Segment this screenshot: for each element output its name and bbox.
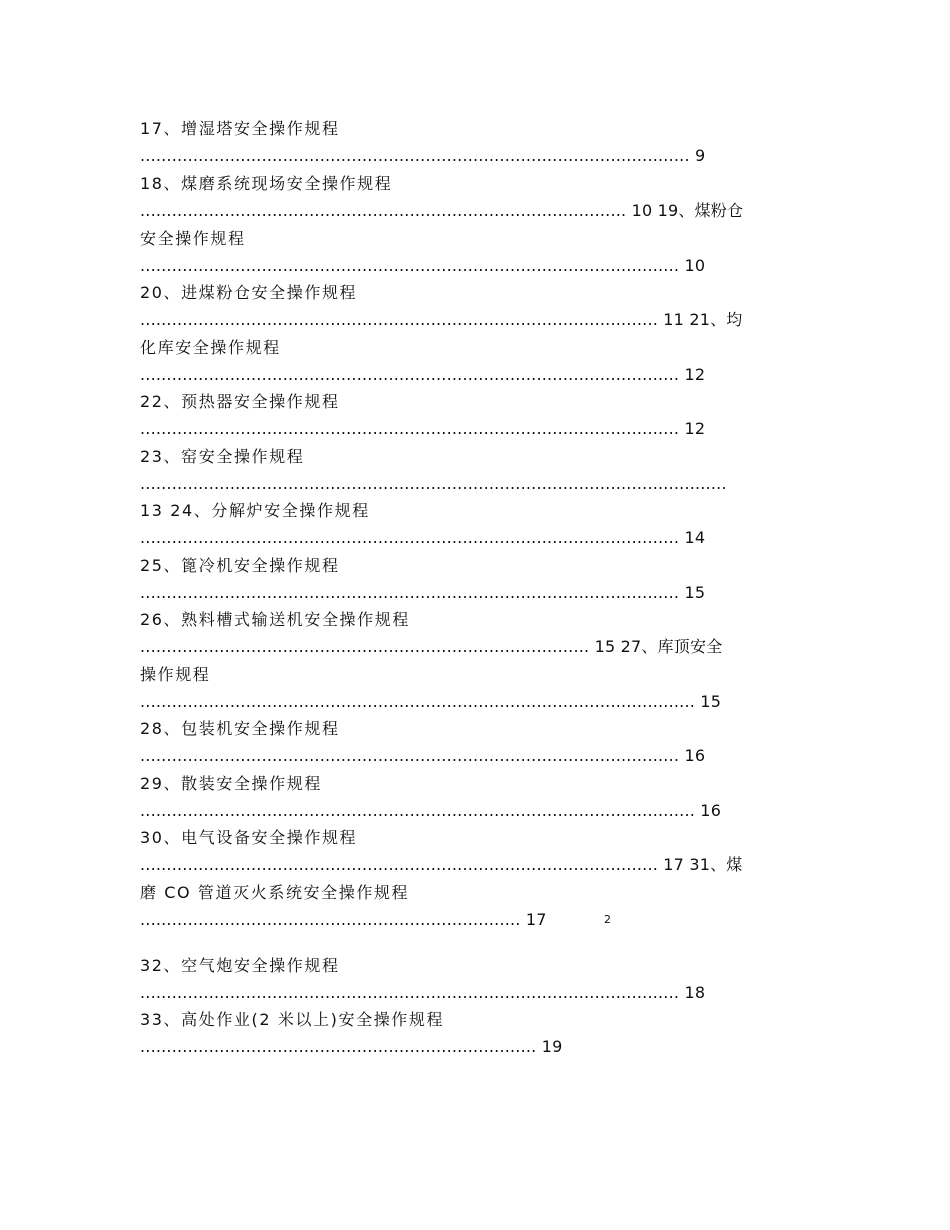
- toc-leader-23: ...............................................................................................................: [140, 474, 727, 493]
- toc-title-32: 32、空气炮安全操作规程: [140, 956, 340, 975]
- toc-title-33: 33、高处作业(2 米以上)安全操作规程: [140, 1010, 445, 1029]
- toc-title-31-cont: 磨 CO 管道灭火系统安全操作规程: [140, 883, 410, 902]
- toc-leader-31: ........................................................................ 17: [140, 910, 547, 929]
- toc-title-18: 18、煤磨系统现场安全操作规程: [140, 174, 393, 193]
- toc-title-17: 17、增湿塔安全操作规程: [140, 119, 340, 138]
- toc-title-27-cont: 操作规程: [140, 665, 211, 684]
- toc-leader-26: ..................................................................................... 15 27、库顶安全: [140, 637, 723, 656]
- toc-title-28: 28、包装机安全操作规程: [140, 719, 340, 738]
- toc-leader-28: ...................................................................................................... 16: [140, 746, 706, 765]
- toc-title-23: 23、窑安全操作规程: [140, 447, 305, 466]
- toc-leader-18: ............................................................................................ 10 19、煤粉仓: [140, 201, 744, 220]
- toc-leader-20: .................................................................................................. 11 21、均: [140, 310, 743, 329]
- toc-leader-21: ...................................................................................................... 12: [140, 365, 706, 384]
- toc-title-19-cont: 安全操作规程: [140, 229, 246, 248]
- toc-title-30: 30、电气设备安全操作规程: [140, 828, 358, 847]
- toc-leader-33: ........................................................................... 19: [140, 1037, 563, 1056]
- toc-leader-30: .................................................................................................. 17 31、煤: [140, 855, 743, 874]
- toc-leader-27: ......................................................................................................... 15: [140, 692, 722, 711]
- toc-title-24: 13 24、分解炉安全操作规程: [140, 501, 370, 520]
- toc-title-21-cont: 化库安全操作规程: [140, 338, 281, 357]
- toc-leader-19: ...................................................................................................... 10: [140, 256, 706, 275]
- toc-leader-24: ...................................................................................................... 14: [140, 528, 706, 547]
- toc-leader-22: ...................................................................................................... 12: [140, 419, 706, 438]
- toc-title-20: 20、进煤粉仓安全操作规程: [140, 283, 358, 302]
- toc-leader-29: ......................................................................................................... 16: [140, 801, 722, 820]
- toc-title-22: 22、预热器安全操作规程: [140, 392, 340, 411]
- toc-title-29: 29、散装安全操作规程: [140, 774, 322, 793]
- toc-leader-17: ........................................................................................................ 9: [140, 146, 706, 165]
- page-number: 2: [604, 913, 611, 926]
- toc-title-25: 25、篦冷机安全操作规程: [140, 556, 340, 575]
- toc-leader-25: ...................................................................................................... 15: [140, 583, 706, 602]
- toc-leader-32: ...................................................................................................... 18: [140, 983, 706, 1002]
- toc-title-26: 26、熟料槽式输送机安全操作规程: [140, 610, 410, 629]
